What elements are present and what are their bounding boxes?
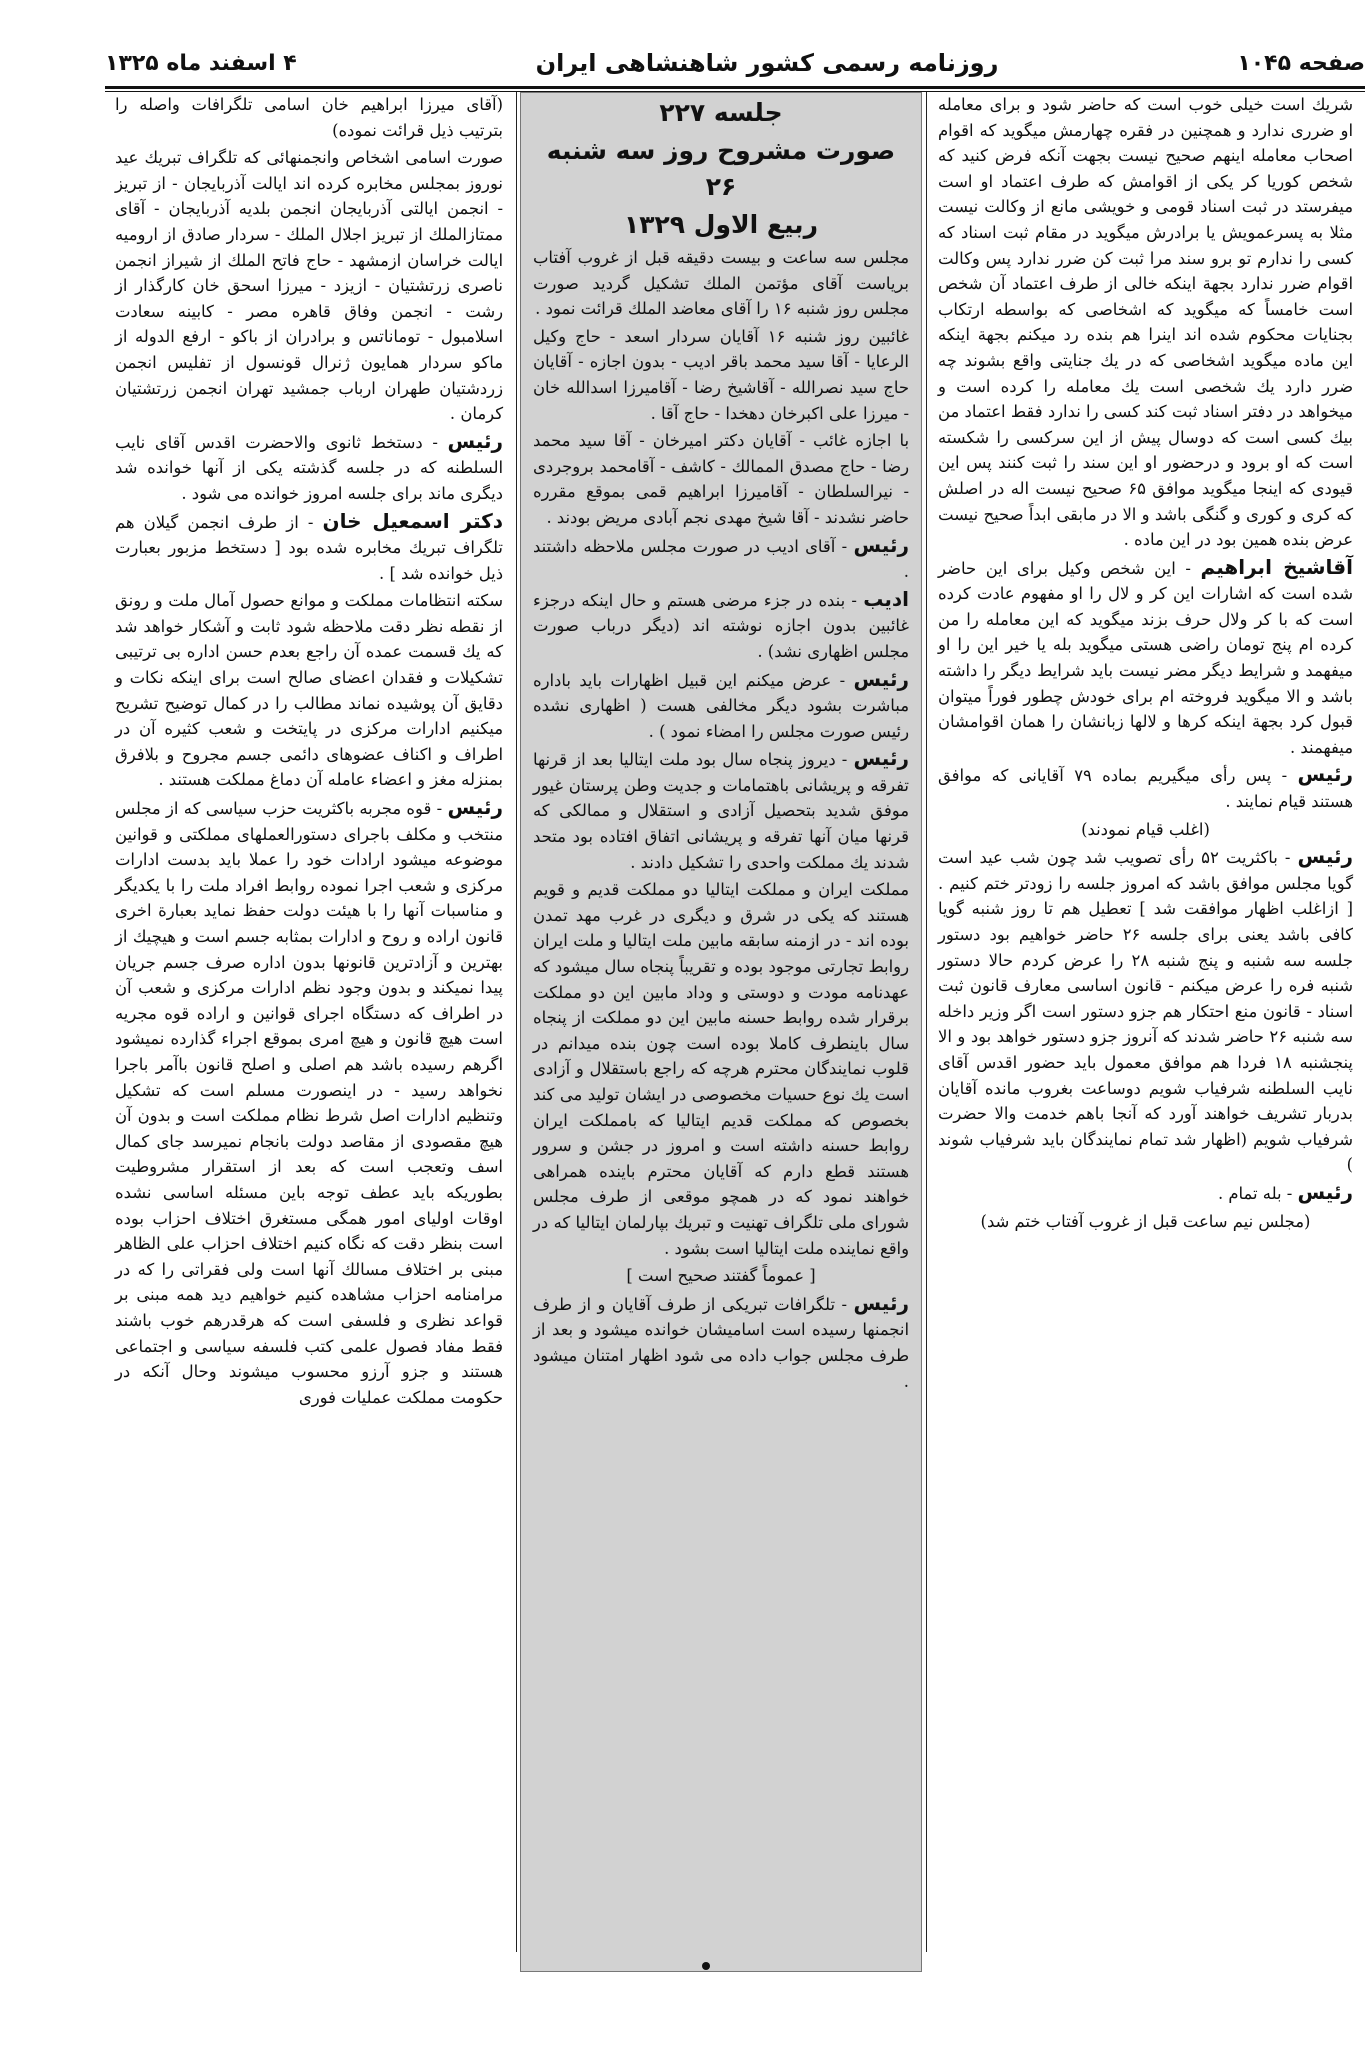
speaker-name: رئیس xyxy=(447,428,503,453)
paragraph xyxy=(533,1291,909,1394)
session-subtitle: صورت مشروح روز سه شنبه ۲۶ xyxy=(546,136,896,201)
paragraph xyxy=(533,746,909,875)
paragraph: مملکت ایران و مملکت ایتالیا دو مملکت قدیم و قویم هستند که یکی در شرق و دیگری در غرب مهد تمدن بوده اند - در ازمنه سابقه مابین ملت ایتالیا و ملت ایران روابط تجارتی موجود بوده و تقریباً پنجاه سال میشود که عهدنامه مودت و دوستی و وداد مابین این دو مملکت برقرار شده روابط حسنه مابین این دو مملکت از پنجاه سال باینطرف کاملا بوده است چون بنده میدانم در قلوب نمایندگان محترم هرچه که راجع باستقلال و آزادی است یك نوع حسیات مخصوصی در ایشان تولید می کند بخصوص که مملکت قدیم ایتالیا که بامملکت ایران روابط حسنه داشته است و امروز در جشن و سرور هستند قطع دارم که آقایان محترم باینده همراهی خواهند نمود که در همچو موقعی از طرف مجلس شورای ملی تلگراف تهنیت و تبریك بپارلمان ایتالیا که در واقع نماینده ملت ایتالیا است بشود . xyxy=(533,880,909,1258)
paragraph xyxy=(938,844,1353,1178)
newspaper-title: روزنامه رسمی کشور شاهنشاهی ایران xyxy=(535,49,999,77)
paragraph: با اجازه غائب - آقایان دکتر امیرخان - آقا سید محمد رضا - حاج مصدق الممالك - کاشف - آقامحمد بروجردی - نیرالسلطان - آقامیرزا ابراهیم قمی بموقع مقرره حاضر نشدند - آقا شیخ مهدی نجم آبادی مریض بودند . xyxy=(533,431,909,527)
page-number: صفحه ۱۰۴۵ xyxy=(1237,50,1365,76)
speech-text: - تلگرافات تبریکی از طرف آقایان و از طرف انجمنها رسیده است اسامیشان خوانده میشود و بعد از طرف مجلس جواب داده می شود اظهار امتنان میشود . xyxy=(533,1294,909,1391)
paragraph xyxy=(533,587,909,665)
speaker-name: رئیس xyxy=(853,746,909,771)
left-column xyxy=(105,92,513,1962)
speech-text: - آقای ادیب در صورت مجلس ملاحظه داشتند . xyxy=(533,536,909,582)
paragraph: سکته انتظامات مملکت و موانع حصول آمال ملت و رونق از نقطه نظر دقت ملاحظه شود ثابت و آشکار خواهد شد که یك قسمت عمده آن راجع بعدم حسن اداره بی ترتیبی تشکیلات و فقدان اعضای صالح است برای اینکه نکات و دقایق آن پوشیده نماند مطالب را در کمال توضیح تشریح میکنیم ادارات مرکزی در پایتخت و شعب کثیره آن در اطراف و اکناف عضوهای دائمی جسم مجروح و بلافرق بمنزله مغز و اعضاء عامله آن دماغ مملکت هستند . xyxy=(115,591,503,790)
speaker-name: رئیس xyxy=(1297,844,1354,869)
paragraph xyxy=(938,1180,1353,1207)
speech-text: - دیروز پنجاه سال بود ملت ایتالیا بعد از قرنها تفرقه و پریشانی باهتمامات و جدیت وطن پرستان غیور موفق شدید بتحصیل آزادی و استقلال و ممالکی که قرنها میان آنها تفرقه و پریشانی اتفاق افتاده بود متحد شدند یك مملکت واحدی را تشکیل دادند . xyxy=(533,750,909,872)
speaker-name: رئیس xyxy=(447,795,503,820)
paragraph xyxy=(938,762,1353,814)
paragraph xyxy=(533,667,909,745)
session-date: ربیع الاول ۱۳۲۹ xyxy=(624,210,818,239)
speaker-name: رئیس xyxy=(853,532,909,557)
speaker-name: رئیس xyxy=(853,666,909,691)
speaker-name: رئیس xyxy=(1297,1179,1353,1204)
paragraph xyxy=(533,533,909,585)
speech-text: - دستخط ثانوی والاحضرت اقدس آقای نایب السلطنه که در جلسه گذشته یکی از آنها خوانده شد دیگری ماند برای جلسه امروز خوانده می شود . xyxy=(115,432,503,503)
paragraph: مجلس سه ساعت و بیست دقیقه قبل از غروب آفتاب بریاست آقای مؤتمن الملك تشکیل گردید صورت مجلس روز شنبه ۱۶ را آقای معاضد الملك قرائت نمود . xyxy=(533,248,909,319)
speech-text: - باکثریت ۵۲ رأی تصویب شد چون شب عید است گویا مجلس موافق باشد که امروز جلسه را زودتر ختم کنیم . [ ازاغلب اظهار موافقت شد ] تعطیل هم تا روز شنبه گویا کافی باشد یعنی برای جلسه ۲۶ حاضر خواهیم بود دستور جلسه سه شنبه و پنج شنبه ۲۸ را عرض کردم حالا دستور شنبه فره را عرض میکنم - قانون اساسی معارف قانون ثبت اسناد - قانون منع احتکار هم جزو دستور است اگر وزیر داخله سه شنبه ۲۶ حاضر شدند که آنروز جزو دستور خواهد بود و الا پنجشنبه ۱۸ فردا هم موافق معمول باید حضور اقدس آقای نایب السلطنه شرفیاب شویم دوساعت بغروب مانده آقایان بدربار تشریف خواهند آورد که آنجا باهم خدمت والا حضرت شرفیاب شویم (اظهار شد تمام نمایندگان باید شرفیاب شوند ) xyxy=(938,848,1353,1175)
speech-text: - بنده در جزء مرضی هستم و حال اینکه درجزء غائبین بدون اجازه نوشته اند (دیگر درباب صورت مجلس اظهاری نشد) . xyxy=(533,590,909,661)
closing-note: (مجلس نیم ساعت قبل از غروب آفتاب ختم شد) xyxy=(980,1211,1311,1231)
paragraph: صورت اسامی اشخاص وانجمنهائی که تلگراف تبریك عید نوروز بمجلس مخابره کرده اند ایالت آذربایجان - از تبریز - انجمن ایالتی آذربایجان انجمن بلدیه آذربایجان - آقای ممتازالملك از تبریز اجلال الملك - سردار صادق از ارومیه ایالت خراسان ازمشهد - حاج فاتح الملك از شیراز انجمن ناصری زرتشتیان - ازیزد - میرزا اسحق خان کارگذار از رشت - انجمن وفاق قاهره مصر - کابینه سعادت اسلامبول - توماناتس و برادران از باکو - ارفع الدوله از ماکو سردار همایون ژنرال قونسول از تفلیس انجمن زردشتیان طهران ارباب جمشید تهران انجمن زرتشتیان کرمان . xyxy=(115,148,503,424)
speech-text: - قوه مجربه باکثریت حزب سیاسی که از مجلس منتخب و مکلف باجرای دستورالعملهای مملکتی و قوانین موضوعه میشود ارادات خود را عملا باید بدست ادارات مرکزی و شعب اجرا نموده روابط افراد ملت را با یکدیگر و مناسبات آنها را با هیئت دولت حفظ نماید بعبارة اخری قانون اراده و روح و ادارات بمثابه جسم است و هیچیك از بهترین و آزادترین قانونها بدون اداره صرف جسم جریان پیدا نمیکند و بدون وجود نظم ادارات مرکزی و شعب آن در اطراف که دستگاه اجرای قوانین و اراده قوه مجریه است هیچ قانون و هیچ امری بموقع اجراء گذارده نمیشود اگرهم رسیده باشد هم اصلی و اصلح قانون باآمر باجرا نخواهد رسید - در اینصورت مسلم است که تشکیل وتنظیم ادارات اصل شرط نظام مملکت است و بدون آن هیچ مقصودی از مقاصد دولت بانجام نمیرسد جای کمال اسف وتعجب است که بعد از استقرار مشروطیت بطوریکه باید عطف توجه باین مسئله اساسی نشده اوقات اولیای امور همگی مستغرق اختلاف احزاب بوده است بنظر دقت که نگاه کنیم اختلاف احزاب علی الظاهر مبنی بر اختلاف مسالك آنها است ولی فقراتی را که در مرامنامه احزاب مشاهده کنیم خواهیم دید همه مبنی بر قواعد نظری و فلسفی است که هرقدرهم خوب باشند فقط مفاد فصول علمی کتب فلسفه سیاسی و اجتماعی هستند و جزو آرزو محسوب میشوند وحال آنکه در حکومت مملکت عملیات فوری xyxy=(115,799,503,1407)
paragraph xyxy=(938,555,1353,761)
paragraph: [ عموماً گفتند صحیح است ] xyxy=(626,1266,816,1286)
bottom-dot xyxy=(702,1962,710,1970)
middle-column xyxy=(520,92,922,1972)
paragraph xyxy=(115,429,503,507)
speaker-name: رئیس xyxy=(1297,762,1353,787)
speech-text: - از طرف انجمن گیلان هم تلگراف تبریك مخابره شده بود [ دستخط مزبور بعبارت ذیل خوانده شد ] . xyxy=(115,512,503,583)
speaker-name: رئیس xyxy=(853,1290,909,1315)
right-column xyxy=(930,92,1365,1962)
speech-text: - این شخص وکیل برای این حاضر شده است که اشارات این کر و لال را او مفهوم عادت کرده است که با کر ولال حرف بزند میگوید که این معامله را من کرده ام پنج تومان راضی هستی میگوید بله یا خیر این را او میفهمد و شرایط دیگر مضر نیست باید شرایط دیگر را داشته باشد و الا میگوید فروخته ام برای خودش چطور فوراً میتوان قبول کرد بجهة اینکه کرها و لالها زبانشان را همان اقوامشان میفهمند . xyxy=(938,558,1353,757)
column-divider xyxy=(516,92,517,1952)
paragraph: شریك است خیلی خوب است که حاضر شود و برای معامله او ضرری ندارد و همچنین در فقره چهارمش میگوید که اقوام اصحاب معامله اینهم صحیح نیست بجهت آنکه فرض کنید که شخص کوریا کر یکی از اقوامش که طرف اعتماد او است میفرستد در ثبت اسناد قومی و خویشی مانع از وکالت نیست مثلا به پسرعمویش یا برادرش میگوید در مقام ثبت اسناد که کسی را ندارم تو برو سند مرا ثبت کن ضرر ندارد پس وکالت اقوام ضرر ندارد بجهة اینکه خالی از طرف اعتماد آن شخص است خامساً که میگوید که اشخاصی که بواسطه ارتکاب بجنایات محکوم شده اند اینرا هم بنده رد میکنم بجهة اینکه این ماده میگوید اشخاصی که در یك جنایتی واقع بشوند چه ضرر دارد یك شخصی است یك معامله را کرده است و میخواهد در دفتر اسناد ثبت کند کسی را ندارد فقط اعتماد من بیك کسی است که دوسال پیش از این سرکسی را شکسته است که او برود و درحضور او این سند را ثبت کنند پس این قیودی که اینجا میگوید موافق ۶۵ صحیح نیست اله در اصلش که کری و کوری و گنگی باشد و الا در مابقی ابداً صحیح نیست عرض بنده همین بود در این ماده . xyxy=(938,95,1353,550)
speaker-name: دکتر اسمعیل خان xyxy=(322,508,504,533)
paragraph: (آقای میرزا ابراهیم خان اسامی تلگرافات واصله را بترتیب ذیل قرائت نموده) xyxy=(115,95,503,140)
speaker-name: آقاشیخ ابراهیم xyxy=(1200,554,1353,579)
page-header xyxy=(105,38,1365,88)
speech-text: - پس رأی میگیریم بماده ۷۹ آقایانی که موافق هستند قیام نمایند . xyxy=(938,766,1353,812)
paragraph: (اغلب قیام نمودند) xyxy=(1081,819,1210,839)
session-number: جلسه ۲۲۷ xyxy=(659,98,783,127)
speech-text: - بله تمام . xyxy=(1217,1183,1293,1203)
column-divider xyxy=(926,92,927,1952)
paragraph xyxy=(115,509,503,587)
paragraph xyxy=(115,795,503,1410)
issue-date: ۴ اسفند ماه ۱۳۲۵ xyxy=(105,50,297,76)
speaker-name: ادیب xyxy=(863,586,909,611)
speech-text: - عرض میکنم این قبیل اظهارات باید باداره مباشرت بشود دیگر مخالفی هست ( اظهاری نشده رئیس صورت مجلس را امضاء نمود ) . xyxy=(533,670,909,741)
paragraph: غائبین روز شنبه ۱۶ آقایان سردار اسعد - حاج وکیل الرعایا - آقا سید محمد باقر ادیب - بدون اجازه - آقایان حاج سید نصرالله - آقاشیخ رضا - آقامیرزا اسدالله خان - میرزا علی اکبرخان دهخدا - حاج آقا . xyxy=(533,326,909,423)
header-rule xyxy=(105,86,1365,89)
